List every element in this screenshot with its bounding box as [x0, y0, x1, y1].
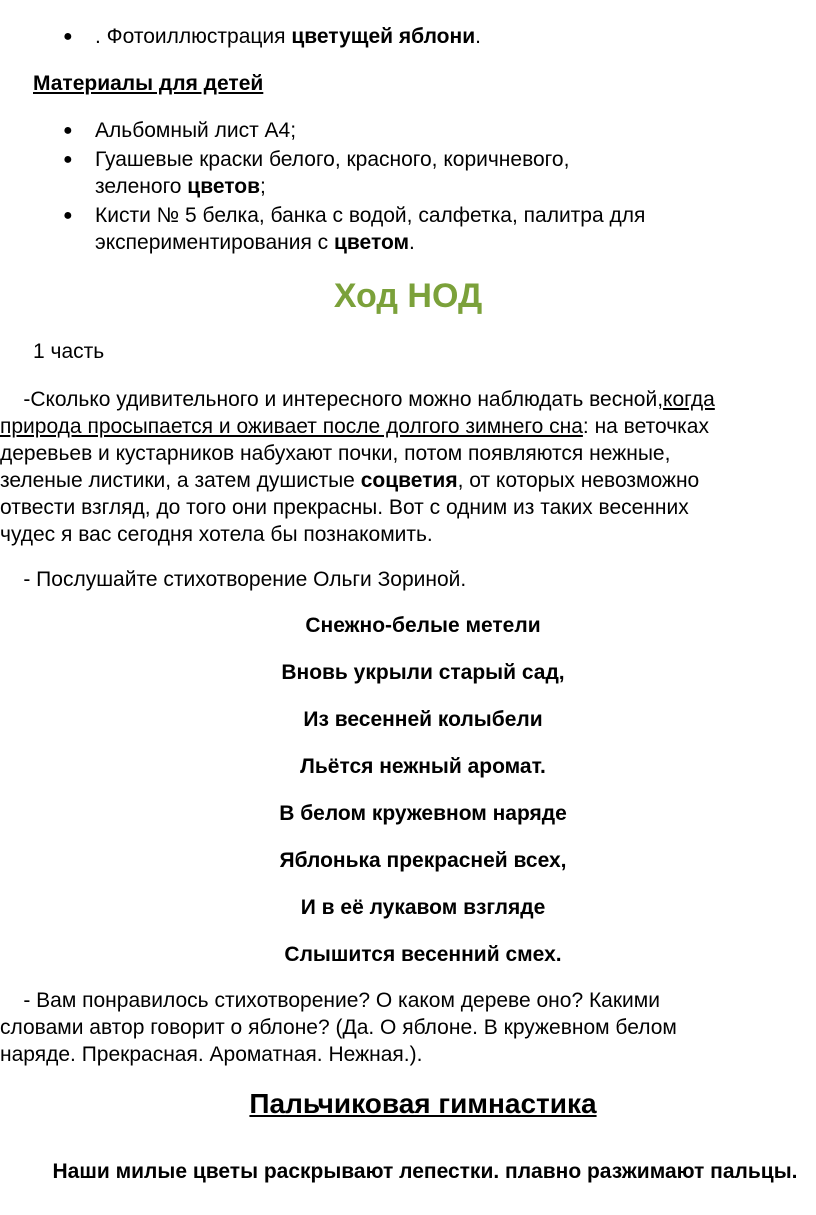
- materials-item-line2: экспериментирования с: [95, 231, 334, 254]
- poem: [0, 612, 816, 988]
- list-item: [0, 202, 816, 256]
- paragraph-line: [0, 467, 816, 494]
- part-label: 1 часть: [33, 340, 105, 363]
- poem-line: В белом кружевном наряде: [279, 802, 567, 825]
- poem-line: Из весенней колыбели: [303, 708, 543, 731]
- paragraph-listen: [0, 566, 816, 593]
- materials-item-bold: цветов: [187, 175, 260, 198]
- materials-list: [0, 117, 816, 258]
- materials-item-text: Альбомный лист А4;: [95, 119, 297, 142]
- poem-line: И в её лукавом взгляде: [300, 896, 546, 919]
- paragraph-line: - Вам понравилось стихотворение? О каком дереве оно? Какими: [0, 989, 660, 1012]
- list-item: [0, 23, 816, 50]
- poem-line: Вновь укрыли старый сад,: [281, 661, 565, 684]
- intro-bullet-suffix: .: [475, 25, 481, 48]
- poem-line: Яблонька прекрасней всех,: [279, 849, 567, 872]
- section-title: Ход НОД: [333, 277, 483, 315]
- poem-line: Слышится весенний смех.: [284, 943, 562, 966]
- paragraph-line: [0, 386, 816, 413]
- paragraph-line: словами автор говорит о яблоне? (Да. О яблоне. В кружевном белом: [0, 1016, 677, 1039]
- paragraph-line: [0, 413, 816, 440]
- bullet-icon: ●: [63, 151, 73, 168]
- materials-item-line2: зеленого: [95, 175, 188, 198]
- list-item: [0, 117, 816, 144]
- paragraph-bold-text: соцветия: [360, 469, 458, 492]
- poem-line: Льётся нежный аромат.: [300, 755, 546, 778]
- paragraph-line: - Послушайте стихотворение Ольги Зориной.: [0, 568, 467, 591]
- paragraph-line: чудес я вас сегодня хотела бы познакомить.: [0, 523, 433, 546]
- paragraph-text: -Сколько удивительного и интересного можно наблюдать весной,: [0, 388, 664, 411]
- paragraph-text: , от которых невозможно: [457, 469, 700, 492]
- materials-item-text: Кисти № 5 белка, банка с водой, салфетка, палитра для: [95, 204, 646, 227]
- bullet-icon: ●: [63, 122, 73, 139]
- materials-item-suffix: .: [409, 231, 415, 254]
- paragraph-underlined-text: когда: [663, 388, 715, 411]
- poem-line: Снежно-белые метели: [305, 614, 541, 637]
- bullet-icon: ●: [63, 207, 73, 224]
- list-item: [0, 146, 816, 200]
- paragraph-line: отвести взгляд, до того они прекрасны. Вот с одним из таких весенних: [0, 496, 689, 519]
- paragraph-text: : на веточках: [582, 415, 709, 438]
- bullet-icon: ●: [63, 28, 73, 45]
- intro-bullet-prefix: . Фотоиллюстрация: [95, 25, 292, 48]
- gymnastics-text: Наши милые цветы раскрывают лепестки. плавно разжимают пальцы.: [52, 1160, 798, 1183]
- intro-bullet-list: [0, 23, 816, 50]
- paragraph-line: деревьев и кустарников набухают почки, потом появляются нежные,: [0, 442, 671, 465]
- paragraph-questions: [0, 987, 816, 1068]
- intro-bullet-bold: цветущей яблони: [291, 25, 476, 48]
- materials-item-text: Гуашевые краски белого, красного, коричневого,: [95, 148, 570, 171]
- materials-item-suffix: ;: [260, 175, 266, 198]
- gymnastics-title: Пальчиковая гимнастика: [249, 1088, 597, 1119]
- materials-item-bold: цветом: [334, 231, 410, 254]
- paragraph-text: зеленые листики, а затем душистые: [0, 469, 361, 492]
- paragraph-underlined-text: природа просыпается и оживает после долгого зимнего сна: [0, 415, 583, 438]
- paragraph-line: наряде. Прекрасная. Ароматная. Нежная.).: [0, 1043, 423, 1066]
- materials-heading: Материалы для детей: [33, 72, 264, 95]
- paragraph-intro: [0, 386, 816, 548]
